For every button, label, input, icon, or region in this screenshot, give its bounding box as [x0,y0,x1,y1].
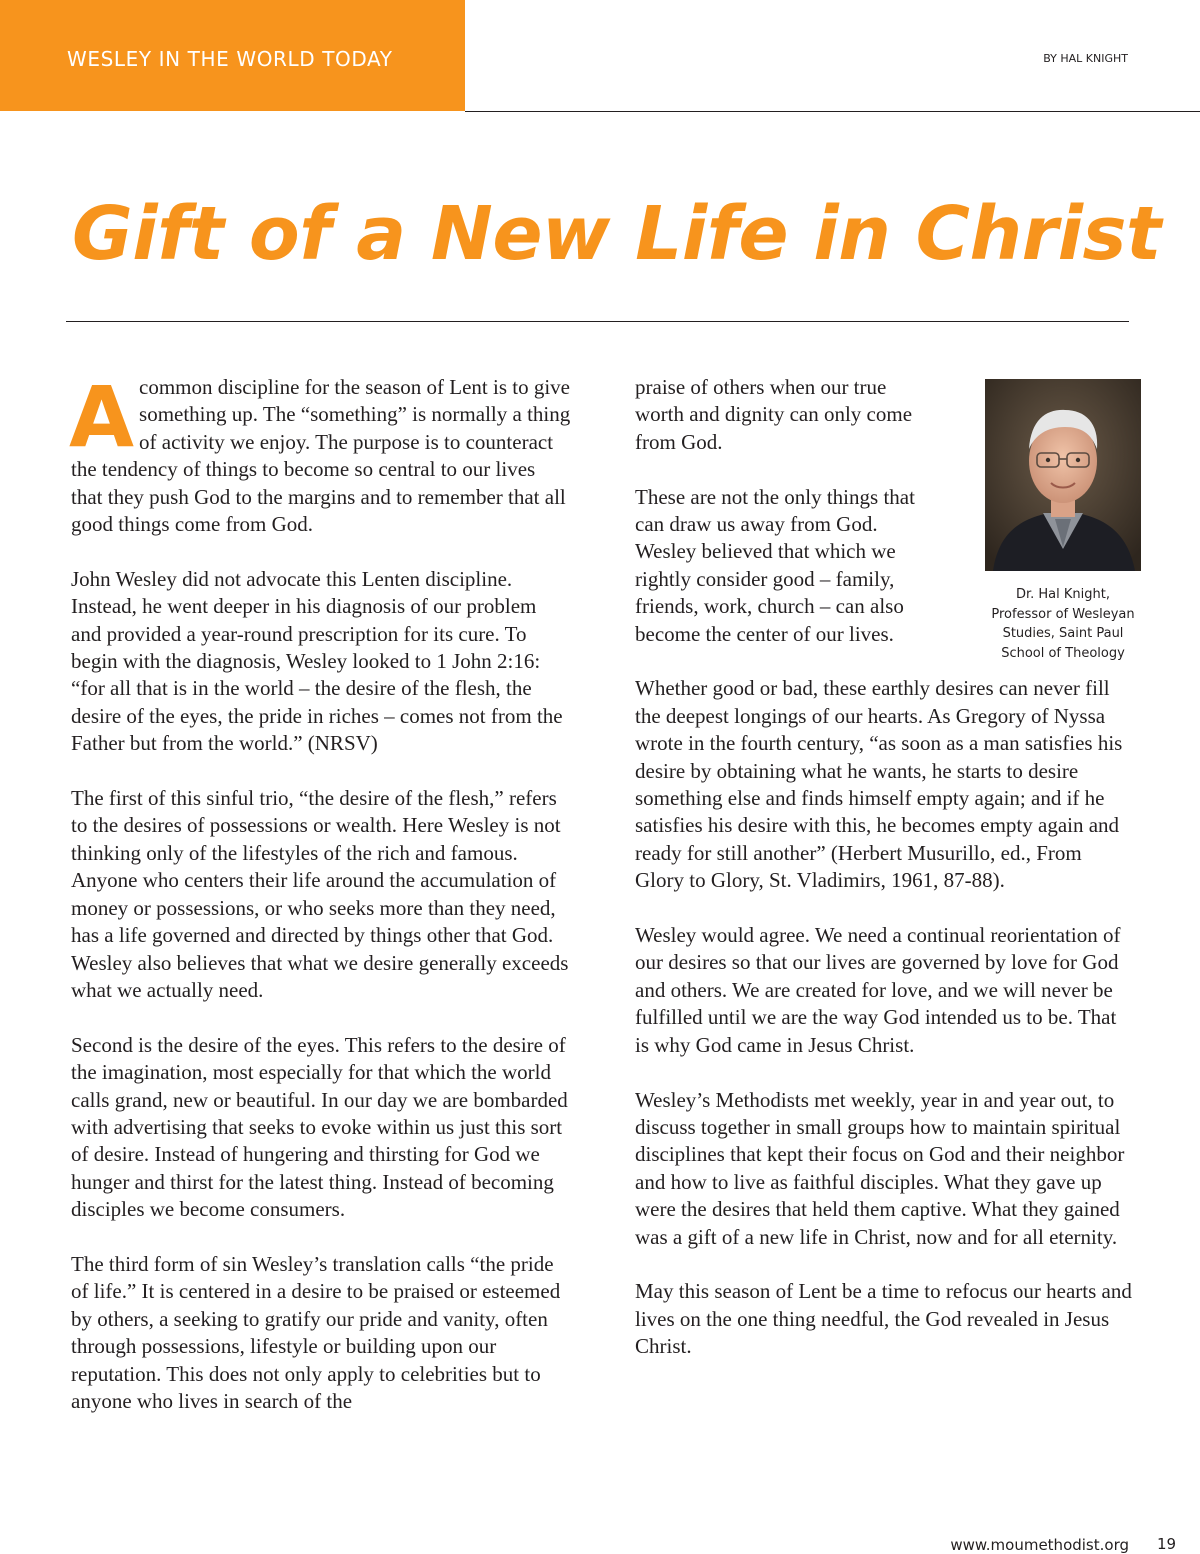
paragraph: Wesley’s Methodists met weekly, year in and year out, to discuss together in small groups how to maintain spiritual disciplines that kept their focus on God and their neighbor and how to live as faithful disciples. What they gave up were the desires that held them captive. What they gained was a gift of a new life in Christ, now and for all eternity. [635,1087,1125,1249]
left-column [69,368,571,1443]
paragraph: praise of others when our true worth and dignity can only come from God. [635,375,913,454]
author-photo-block [945,379,1141,663]
footer-url[interactable]: www.moumethodist.org [950,1536,1129,1554]
right-column [635,374,1135,1388]
paragraph: Second is the desire of the eyes. This refers to the desire of the imagination, most especially for that which the world calls grand, new or beautiful. In our day we are bombarded with advertising that seeks to evoke within us just this sort of desire. Instead of hungering and thirsting for God we hunger and thirst for the latest thing. Instead of becoming disciples we become consumers. [71,1032,568,1222]
byline: BY HAL KNIGHT [1043,52,1128,65]
article-title: Gift of a New Life in Christ [72,191,1161,277]
paragraph: The first of this sinful trio, “the desire of the flesh,” refers to the desires of possessions or wealth. Here Wesley is not thinking only of the lifestyles of the rich and famous. Anyone who centers their life around the accumulation of money or possessions, or who seeks more than they need, has a life governed and directed by things other that God. Wesley also believes that what we desire generally exceeds what we actually need. [71,786,569,1002]
paragraph [69,368,571,538]
paragraph: The third form of sin Wesley’s translation calls “the pride of life.” It is centered in a desire to be praised or esteemed by others, a seeking to gratify our pride and vanity, often through possessions, lifestyle or building upon our reputation. This does not only apply to celebrities but to anyone who lives in search of the [71,1251,561,1413]
title-divider [66,321,1129,322]
section-label: WESLEY IN THE WORLD TODAY [67,47,393,71]
page-number: 19 [1157,1535,1177,1553]
photo-caption: Dr. Hal Knight, Professor of Wesleyan Studies, Saint Paul School of Theology [991,587,1135,661]
paragraph: May this season of Lent be a time to refocus our hearts and lives on the one thing needful, the God revealed in Jesus Christ. [635,1279,1132,1359]
section-tab [0,0,465,111]
header-rule [465,111,1200,112]
paragraph: John Wesley did not advocate this Lenten discipline. Instead, he went deeper in his diagnosis of our problem and provided a year-round prescription for its cure. To begin with the diagnosis, Wesley looked to 1 John 2:16: “for all that is in the world – the desire of the flesh, the desire of the eyes, the pride in riches – comes not from the Father but from the world.” (NRSV) [71,566,563,756]
paragraph-text: common discipline for the season of Lent is to give something up. The “something” is normally a thing of activity we enjoy. The purpose is to counteract the tendency of things to become so central to our lives that they push God to the margins and to remember that all good things come from God. [71,375,571,537]
paragraph: These are not the only things that can draw us away from God. Wesley believed that which we rightly consider good – family, friends, work, church – can also become the center of our lives. [635,484,915,646]
paragraph: Wesley would agree. We need a continual reorientation of our desires so that our lives are governed by love for God and others. We are created for love, and we will never be fulfilled until we are the way God intended us to be. That is why God came in Jesus Christ. [635,923,1121,1057]
paragraph: Whether good or bad, these earthly desires can never fill the deepest longings of our hearts. As Gregory of Nyssa wrote in the fourth century, “as soon as a man satisfies his desire by obtaining what he wants, he starts to desire something else and finds himself empty again; and if he satisfies his desire with this, he becomes empty again and ready for still another” (Herbert Musurillo, ed., From Glory to Glory, St. Vladimirs, 1961, 87-88). [635,676,1123,893]
dropcap: A [69,368,135,466]
author-photo [985,379,1141,571]
